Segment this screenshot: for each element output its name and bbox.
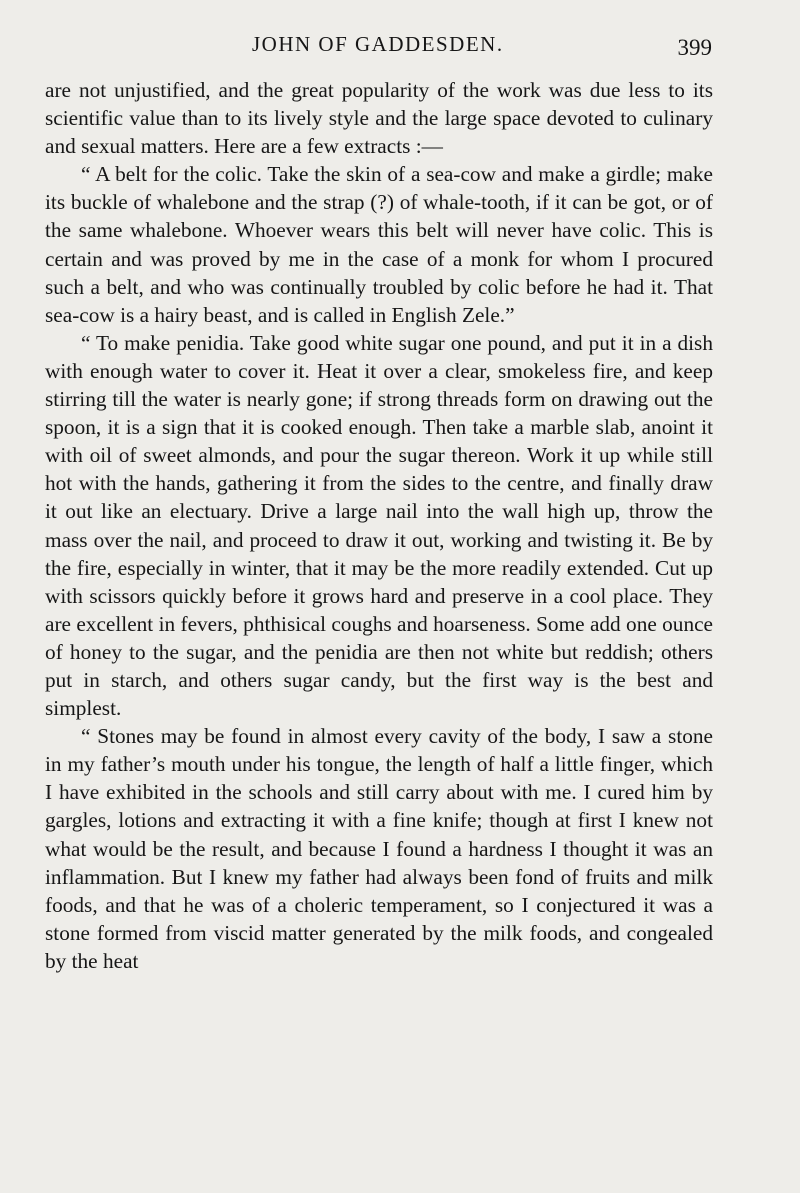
paragraph-colic-belt: “ A belt for the colic. Take the skin of a sea-cow and make a girdle; make its buckle of whalebone and the strap (?) of whale-tooth, if it can be got, or of the same whalebone. Whoever wears this belt will never have colic. This is certain and was proved by me in the case of a monk for whom I procured such a belt, and who was continually troubled by colic before he had it. That sea-cow is a hairy beast, and is called in English Zele.” bbox=[45, 162, 713, 327]
paragraph-stones: “ Stones may be found in almost every cavity of the body, I saw a stone in my father’s mouth under his tongue, the length of half a little finger, which I have exhibited in the schools and still carry about with me. I cured him by gargles, lotions and extracting it with a fine knife; though at first I knew not what would be the result, and because I found a hardness I thought it was an inflammation. But I knew my father had always been fond of fruits and milk foods, and that he was of a choleric temperament, so I conjectured it was a stone formed from viscid matter generated by the milk foods, and congealed by the heat bbox=[45, 724, 713, 973]
running-title: JOHN OF GADDESDEN. bbox=[252, 32, 504, 56]
paragraph-penidia: “ To make penidia. Take good white sugar one pound, and put it in a dish with enough water to cover it. Heat it over a clear, smokeless fire, and keep stirring till the water is nearly gone; if strong threads form on drawing out the spoon, it is a sign that it is cooked enough. Then take a marble slab, anoint it with oil of sweet almonds, and pour the sugar thereon. Work it up while still hot with the hands, gathering it from the sides to the centre, and finally draw it out like an electuary. Drive a large nail into the wall high up, throw the mass over the nail, and proceed to draw it out, working and twisting it. Be by the fire, especially in winter, that it may be the more readily extended. Cut up with scissors quickly before it grows hard and preserve in a cool place. They are excellent in fevers, phthisical coughs and hoarseness. Some add one ounce of honey to the sugar, and the penidia are then not white but reddish; others put in starch, and others sugar candy, but the first way is the best and simplest. bbox=[45, 330, 713, 721]
page-header bbox=[0, 28, 800, 62]
page-number: 399 bbox=[677, 35, 712, 60]
paragraph-intro: are not unjustified, and the great popularity of the work was due less to its scientific value than to its lively style and the large space devoted to culinary and sexual matters. Here are a few extracts :— bbox=[45, 78, 713, 159]
body-text bbox=[45, 76, 713, 975]
